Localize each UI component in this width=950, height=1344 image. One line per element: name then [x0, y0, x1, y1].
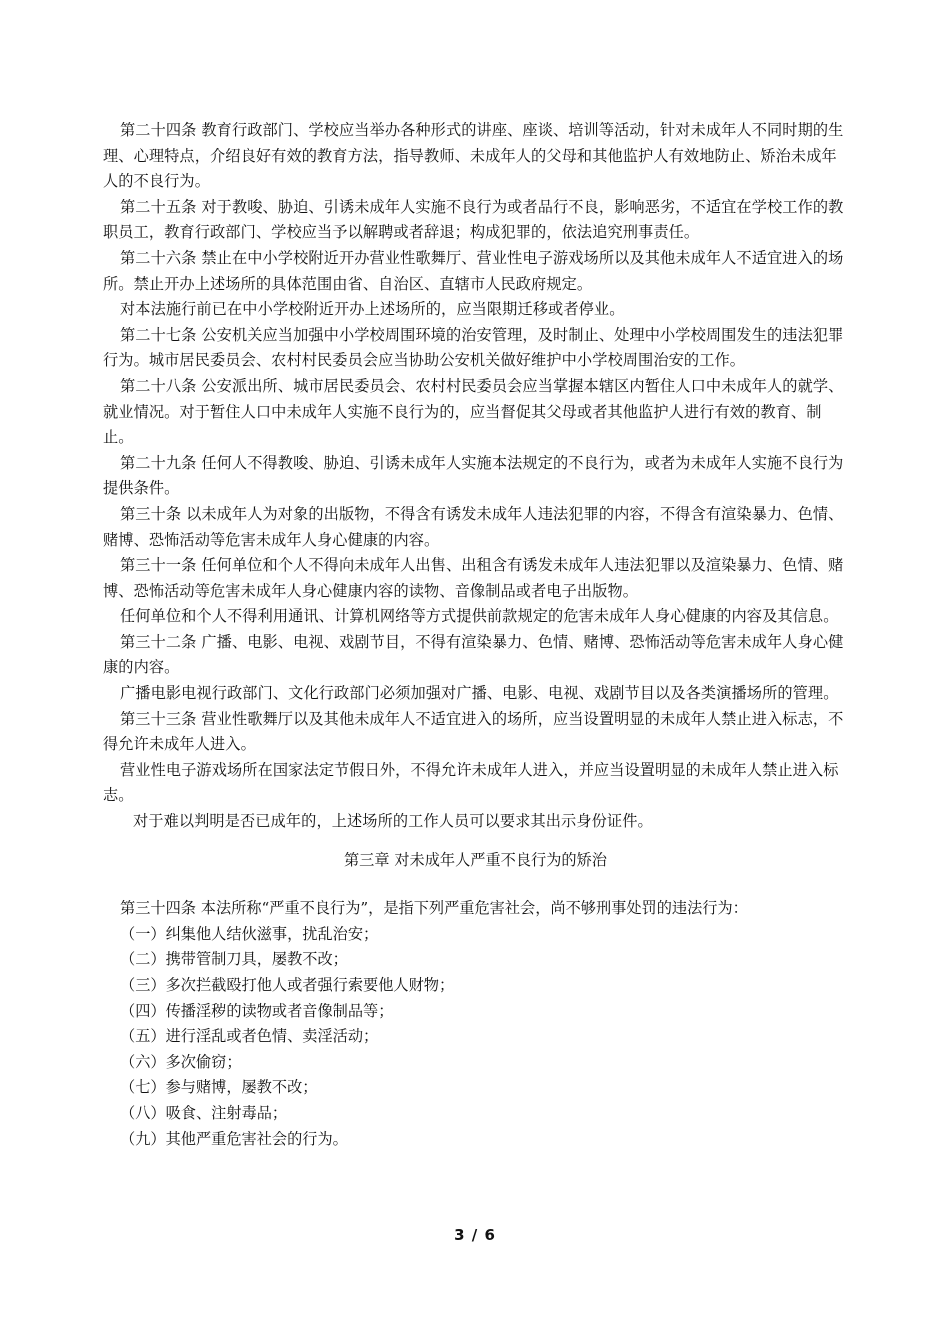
- list-item: （四）传播淫秽的读物或者音像制品等；: [120, 1001, 394, 1020]
- list-item: （九）其他严重危害社会的行为。: [120, 1129, 348, 1148]
- list-item: （三）多次拦截殴打他人或者强行索要他人财物；: [120, 976, 455, 994]
- list-item: （六）多次偷窃；: [120, 1052, 242, 1071]
- article-30: 第三十条 以未成年人为对象的出版物，不得含有诱发未成年人违法犯罪的内容，不得含有渲染暴力、色情、赌博、恐怖活动等危害未成年人身心健康的内容。: [103, 504, 844, 549]
- article-33-para-3: 对于难以判明是否已成年的，上述场所的工作人员可以要求其出示身份证件。: [133, 812, 653, 831]
- page-number: 3 / 6: [454, 1226, 496, 1244]
- article-24: 第二十四条 教育行政部门、学校应当举办各种形式的讲座、座谈、培训等活动，针对未成年人不同时期的生理、心理特点，介绍良好有效的教育方法，指导教师、未成年人的父母和其他监护人有效地防止、矫治未成年人的不良行为。: [103, 121, 844, 191]
- article-32-para-2: 广播电影电视行政部门、文化行政部门必须加强对广播、电影、电视、戏剧节目以及各类演播场所的管理。: [120, 684, 839, 703]
- list-item: （八）吸食、注射毒品；: [120, 1103, 288, 1122]
- article-25: 第二十五条 对于教唆、胁迫、引诱未成年人实施不良行为或者品行不良，影响恶劣，不适宜在学校工作的教职员工，教育行政部门、学校应当予以解聘或者辞退；构成犯罪的，依法追究刑事责任。: [103, 197, 844, 242]
- article-33: 第三十三条 营业性歌舞厅以及其他未成年人不适宜进入的场所，应当设置明显的未成年人禁止进入标志，不得允许未成年人进入。: [103, 709, 844, 754]
- chapter-title: 第三章 对未成年人严重不良行为的矫治: [343, 850, 607, 869]
- article-33-para-2: 营业性电子游戏场所在国家法定节假日外，不得允许未成年人进入，并应当设置明显的未成年人禁止进入标志。: [103, 760, 839, 805]
- list-item: （五）进行淫乱或者色情、卖淫活动；: [120, 1027, 379, 1046]
- list-item: （二）携带管制刀具，屡教不改；: [120, 950, 348, 969]
- document-body: [103, 118, 848, 1152]
- article-29: 第二十九条 任何人不得教唆、胁迫、引诱未成年人实施本法规定的不良行为，或者为未成年人实施不良行为提供条件。: [103, 453, 844, 498]
- list-item: （一）纠集他人结伙滋事，扰乱治安；: [120, 924, 379, 943]
- article-26: 第二十六条 禁止在中小学校附近开办营业性歌舞厅、营业性电子游戏场所以及其他未成年人不适宜进入的场所。禁止开办上述场所的具体范围由省、自治区、直辖市人民政府规定。: [103, 248, 844, 293]
- article-34-lead: 第三十四条 本法所称“严重不良行为”，是指下列严重危害社会，尚不够刑事处罚的违法行为：: [120, 899, 748, 918]
- article-26-para-2: 对本法施行前已在中小学校附近开办上述场所的，应当限期迁移或者停业。: [120, 300, 625, 319]
- article-31: 第三十一条 任何单位和个人不得向未成年人出售、出租含有诱发未成年人违法犯罪以及渲染暴力、色情、赌博、恐怖活动等危害未成年人身心健康内容的读物、音像制品或者电子出版物。: [103, 556, 844, 600]
- article-28: 第二十八条 公安派出所、城市居民委员会、农村村民委员会应当掌握本辖区内暂住人口中未成年人的就学、就业情况。对于暂住人口中未成年人实施不良行为的，应当督促其父母或者其他监护人进行有效的教育、制止。: [103, 376, 844, 447]
- article-27: 第二十七条 公安机关应当加强中小学校周围环境的治安管理，及时制止、处理中小学校周围发生的违法犯罪行为。城市居民委员会、农村村民委员会应当协助公安机关做好维护中小学校周围治安的工作。: [103, 325, 844, 370]
- article-31-para-2: 任何单位和个人不得利用通讯、计算机网络等方式提供前款规定的危害未成年人身心健康的内容及其信息。: [120, 607, 839, 626]
- article-32: 第三十二条 广播、电影、电视、戏剧节目，不得有渲染暴力、色情、赌博、恐怖活动等危害未成年人身心健康的内容。: [103, 632, 844, 677]
- list-item: （七）参与赌博，屡教不改；: [120, 1078, 318, 1097]
